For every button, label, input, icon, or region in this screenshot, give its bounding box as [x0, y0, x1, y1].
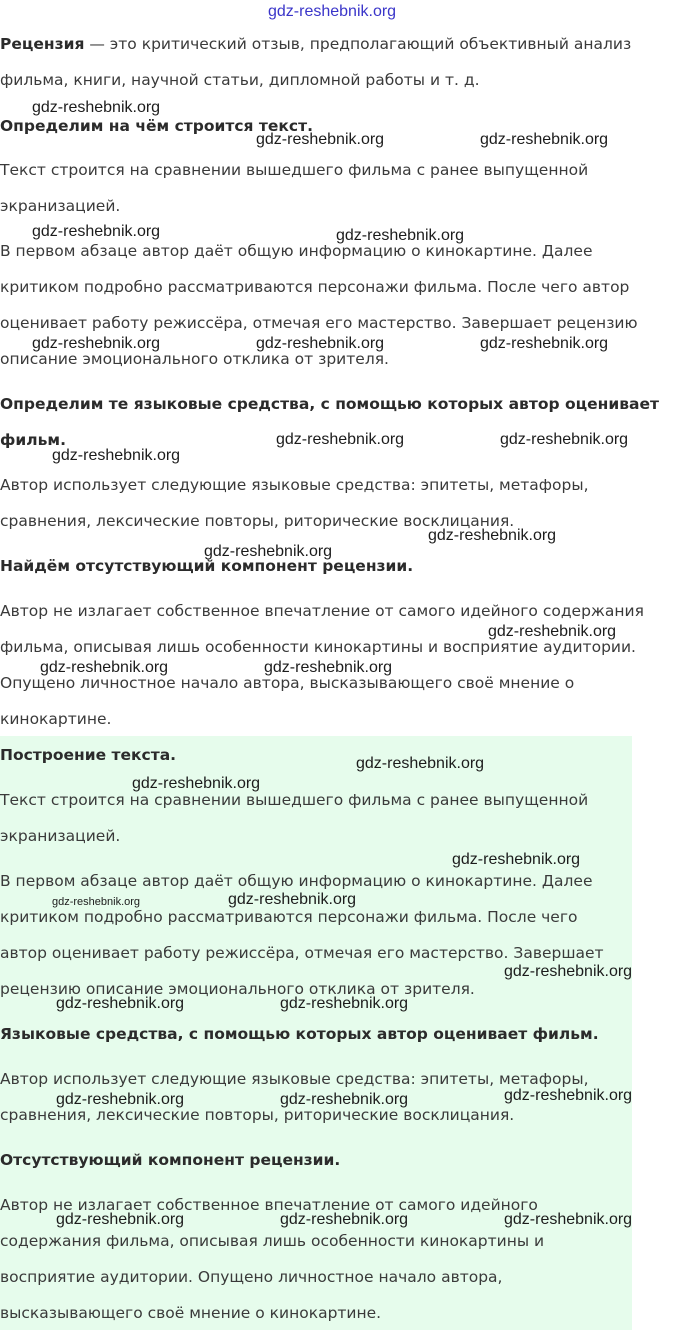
paragraph-line: В первом абзаце автор даёт общую информацию о кинокартине. Далее [0, 242, 593, 260]
intro-line-1: Рецензия — это критический отзыв, предполагающий объективный анализ [0, 35, 632, 53]
watermark: gdz-reshebnik.org [56, 1091, 185, 1108]
watermark: gdz-reshebnik.org [504, 1087, 633, 1104]
watermark: gdz-reshebnik.org [268, 3, 397, 20]
paragraph-line: автор оценивает работу режиссёра, отмечая его мастерство. Завершает [0, 944, 604, 962]
paragraph-line: Опущено личностное начало автора, высказывающего своё мнение о [0, 674, 575, 692]
watermark: gdz-reshebnik.org [56, 995, 185, 1012]
paragraph-line: описание эмоционального отклика от зрителя. [0, 350, 389, 368]
watermark: gdz-reshebnik.org [256, 131, 385, 148]
paragraph-line: восприятие аудитории. Опущено личностное начало автора, [0, 1268, 503, 1286]
watermark: gdz-reshebnik.org [428, 527, 557, 544]
paragraph-line: экранизацией. [0, 827, 121, 845]
paragraph-line: сравнения, лексические повторы, риторические восклицания. [0, 512, 515, 530]
term-recenziya: Рецензия [0, 35, 85, 53]
paragraph-line: Автор не излагает собственное впечатление от самого идейного [0, 1196, 538, 1214]
paragraph-line: рецензию описание эмоционального отклика от зрителя. [0, 980, 475, 998]
paragraph-line: оценивает работу режиссёра, отмечая его мастерство. Завершает рецензию [0, 314, 638, 332]
watermark: gdz-reshebnik.org [280, 1211, 409, 1228]
heading-language-means-cont: фильм. [0, 431, 66, 449]
heading-missing-component: Найдём отсутствующий компонент рецензии. [0, 557, 414, 575]
paragraph-line: высказывающего своё мнение о кинокартине. [0, 1304, 382, 1322]
watermark: gdz-reshebnik.org [452, 851, 581, 868]
intro-line-2: фильма, книги, научной статьи, дипломной работы и т. д. [0, 71, 480, 89]
watermark: gdz-reshebnik.org [488, 623, 617, 640]
watermark: gdz-reshebnik.org [480, 131, 609, 148]
watermark: gdz-reshebnik.org [132, 775, 261, 792]
watermark: gdz-reshebnik.org [280, 995, 409, 1012]
watermark: gdz-reshebnik.org [276, 431, 405, 448]
watermark: gdz-reshebnik.org [32, 335, 161, 352]
heading-text-basis: Определим на чём строится текст. [0, 117, 313, 135]
paragraph-line: Автор использует следующие языковые средства: эпитеты, метафоры, [0, 476, 589, 494]
paragraph-line: фильма, описывая лишь особенности кинокартины и восприятие аудитории. [0, 638, 636, 656]
watermark: gdz-reshebnik.org [228, 891, 357, 908]
watermark: gdz-reshebnik.org [264, 659, 393, 676]
paragraph-line: сравнения, лексические повторы, риторические восклицания. [0, 1106, 515, 1124]
paragraph-line: Текст строится на сравнении вышедшего фильма с ранее выпущенной [0, 791, 589, 809]
watermark: gdz-reshebnik.org [480, 335, 609, 352]
watermark: gdz-reshebnik.org [256, 335, 385, 352]
watermark: gdz-reshebnik.org [32, 99, 161, 116]
watermark: gdz-reshebnik.org [56, 1211, 185, 1228]
heading-language-means-answer: Языковые средства, с помощью которых автор оценивает фильм. [0, 1025, 599, 1043]
watermark: gdz-reshebnik.org [52, 896, 141, 908]
paragraph-line: Автор не излагает собственное впечатление от самого идейного содержания [0, 602, 644, 620]
watermark: gdz-reshebnik.org [40, 659, 169, 676]
watermark: gdz-reshebnik.org [504, 1211, 633, 1228]
watermark: gdz-reshebnik.org [52, 447, 181, 464]
watermark: gdz-reshebnik.org [504, 963, 633, 980]
paragraph-line: критиком подробно рассматриваются персонажи фильма. После чего автор [0, 278, 630, 296]
paragraph-line: критиком подробно рассматриваются персонажи фильма. После чего [0, 908, 578, 926]
watermark: gdz-reshebnik.org [204, 543, 333, 560]
paragraph-line: содержания фильма, описывая лишь особенности кинокартины и [0, 1232, 545, 1250]
watermark: gdz-reshebnik.org [32, 223, 161, 240]
paragraph-line: кинокартине. [0, 710, 112, 728]
heading-text-construction: Построение текста. [0, 746, 177, 764]
paragraph-line: В первом абзаце автор даёт общую информацию о кинокартине. Далее [0, 872, 593, 890]
heading-missing-component-answer: Отсутствующий компонент рецензии. [0, 1151, 341, 1169]
watermark: gdz-reshebnik.org [500, 431, 629, 448]
paragraph-line: Автор использует следующие языковые средства: эпитеты, метафоры, [0, 1070, 589, 1088]
watermark: gdz-reshebnik.org [336, 227, 465, 244]
paragraph-line: экранизацией. [0, 197, 121, 215]
heading-language-means: Определим те языковые средства, с помощью которых автор оценивает [0, 395, 659, 413]
watermark: gdz-reshebnik.org [280, 1091, 409, 1108]
watermark: gdz-reshebnik.org [356, 755, 485, 772]
paragraph-line: Текст строится на сравнении вышедшего фильма с ранее выпущенной [0, 161, 589, 179]
